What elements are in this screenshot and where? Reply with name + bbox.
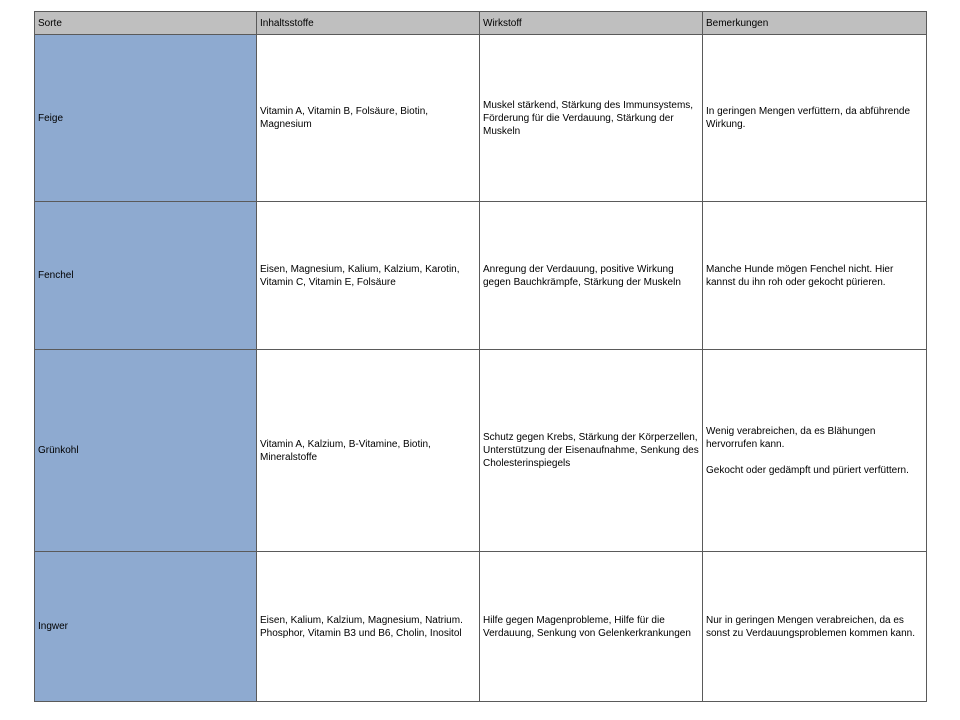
wirkstoff-cell: Anregung der Verdauung, positive Wirkung gegen Bauchkrämpfe, Stärkung der Muskeln: [480, 202, 703, 350]
header-inhaltsstoffe: Inhaltsstoffe: [257, 12, 480, 35]
wirkstoff-cell: Hilfe gegen Magenprobleme, Hilfe für die Verdauung, Senkung von Gelenkerkrankungen: [480, 552, 703, 702]
table-row-gruenkohl: [35, 350, 927, 552]
wirkstoff-cell: Muskel stärkend, Stärkung des Immunsystems, Förderung für die Verdauung, Stärkung der Muskeln: [480, 35, 703, 202]
inhaltsstoffe-cell: Vitamin A, Vitamin B, Folsäure, Biotin, Magnesium: [257, 35, 480, 202]
bemerkungen-cell: [703, 350, 927, 552]
inhaltsstoffe-cell: Vitamin A, Kalzium, B-Vitamine, Biotin, Mineralstoffe: [257, 350, 480, 552]
sorte-cell: Grünkohl: [35, 350, 257, 552]
bemerkungen-cell: [703, 552, 927, 702]
bemerkung-text: Manche Hunde mögen Fenchel nicht. Hier kannst du ihn roh oder gekocht pürieren.: [706, 263, 894, 288]
sorte-cell: Feige: [35, 35, 257, 202]
bemerkung-text: Wenig verabreichen, da es Blähungen hervorrufen kann.: [706, 425, 876, 450]
bemerkung-text: Gekocht oder gedämpft und püriert verfüttern.: [706, 464, 909, 476]
bemerkung-text: In geringen Mengen verfüttern, da abführende Wirkung.: [706, 106, 911, 130]
header-wirkstoff: Wirkstoff: [480, 12, 703, 35]
header-sorte: Sorte: [35, 12, 257, 35]
header-row: [35, 12, 927, 35]
table-row-fenchel: [35, 202, 927, 350]
table-row-ingwer: [35, 552, 927, 702]
bemerkung-text: Nur in geringen Mengen verabreichen, da es sonst zu Verdauungsproblemen kommen kann.: [706, 614, 916, 639]
header-bemerkungen: Bemerkungen: [703, 12, 927, 35]
table-row-feige: [35, 35, 927, 202]
vegetable-table: [34, 11, 927, 702]
sorte-cell: Ingwer: [35, 552, 257, 702]
bemerkungen-cell: [703, 35, 927, 202]
inhaltsstoffe-cell: Eisen, Magnesium, Kalium, Kalzium, Karotin, Vitamin C, Vitamin E, Folsäure: [257, 202, 480, 350]
bemerkungen-cell: [703, 202, 927, 350]
sorte-cell: Fenchel: [35, 202, 257, 350]
inhaltsstoffe-cell: Eisen, Kalium, Kalzium, Magnesium, Natrium. Phosphor, Vitamin B3 und B6, Cholin, Inositol: [257, 552, 480, 702]
wirkstoff-cell: Schutz gegen Krebs, Stärkung der Körperzellen, Unterstützung der Eisenaufnahme, Senkung des Cholesterinspiegels: [480, 350, 703, 552]
